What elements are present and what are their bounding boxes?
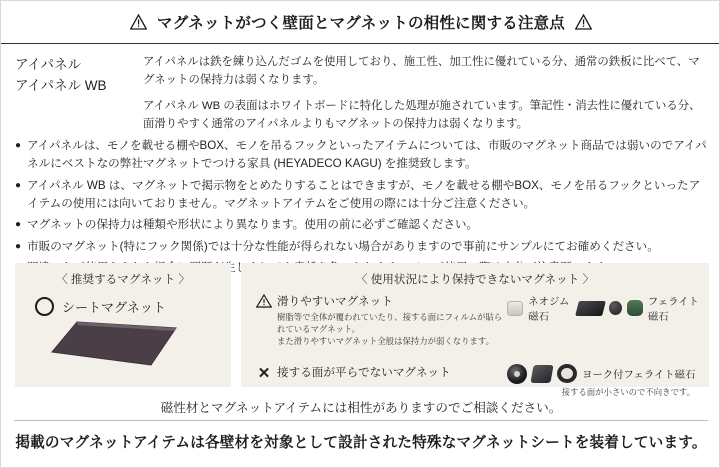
bullet-dot-icon: ●	[15, 219, 22, 231]
uneven-note: 接する面が小さいので不向きです。	[561, 386, 695, 397]
list-item	[15, 238, 709, 256]
warning-triangle-icon	[130, 14, 147, 30]
list-item	[15, 137, 709, 174]
ring-magnet-dark-icon	[507, 364, 527, 384]
green-magnet-icon	[627, 300, 643, 316]
x-mark-icon: ✕	[257, 364, 271, 382]
recommended-panel-title: 〈 推奨するマグネット 〉	[56, 273, 190, 286]
intro-body	[143, 53, 709, 133]
page-footer	[1, 397, 720, 452]
bullet-text: アイパネル WB は、マグネットで掲示物をとめたりすることはできますが、モノを載せる棚やBOX、モノを吊るフックといったアイテムの使用には向いておりません。マグネットアイテムをご使用の際には十分ご注意ください。	[27, 178, 701, 210]
bullet-text: 市販のマグネット(特にフック関係)では十分な性能が得られない場合がありますので事前にサンプルにてお確めください。	[27, 239, 659, 253]
uneven-samples	[507, 364, 699, 384]
slippery-samples	[507, 293, 699, 323]
plate-magnet-icon	[575, 301, 606, 316]
footer-line-1: 磁性材とマグネットアイテムには相性がありますのでご相談ください。	[14, 397, 708, 421]
sheet-magnet-photo	[51, 321, 177, 367]
disc-dark-magnet-icon	[609, 301, 622, 315]
slippery-heading: 滑りやすいマグネット	[277, 295, 393, 308]
bullet-dot-icon: ●	[15, 179, 22, 191]
sample-caption-neodymium: ネオジム磁石	[528, 297, 570, 323]
unsupported-row-uneven	[241, 364, 709, 384]
bullet-text: アイパネルは、モノを載せる棚やBOX、モノを吊るフックといったアイテムについては、市販のマグネット商品では弱いのでアイパネルにベストなの弊社マグネットでつける家具 (HEYADECO KAGU) を推奨致します。	[27, 139, 707, 171]
intro-paragraph-2: アイパネル WB の表面はホワイトボードに特化した処理が施されています。筆記性・消去性に優れている分、面滑りやすく通常のアイパネルよりもマグネットの保持力は弱くなります。	[143, 100, 701, 131]
bullet-dot-icon: ●	[15, 240, 22, 252]
page-title: マグネットがつく壁面とマグネットの相性に関する注意点	[157, 15, 565, 32]
warning-triangle-icon-right	[575, 14, 592, 30]
recommended-magnet-panel	[15, 263, 231, 387]
product-label	[15, 53, 143, 133]
recommended-item	[35, 297, 231, 316]
unsupported-panel-title: 〈 使用状況により保持できないマグネット 〉	[355, 273, 595, 286]
square-magnet-icon	[530, 365, 553, 383]
slippery-text-block	[277, 293, 507, 348]
yoke-ring-magnet-icon	[557, 364, 577, 383]
warning-triangle-icon-small	[251, 293, 277, 308]
uneven-heading: 接する面が平らでないマグネット	[277, 365, 451, 379]
uneven-text-block	[277, 364, 507, 380]
unsupported-magnet-panel	[241, 263, 709, 397]
sample-caption-yoke: ヨーク付フェライト磁石	[582, 370, 696, 382]
bullet-dot-icon: ●	[15, 140, 22, 151]
intro-paragraph-1: アイパネルは鉄を練り込んだゴムを使用しており、施工性、加工性に優れている分、通常の鉄板に比べて、マグネットの保持力は弱くなります。	[143, 56, 700, 87]
product-label-line1: アイパネル	[15, 57, 82, 72]
product-label-line2: アイパネル WB	[15, 77, 107, 93]
footer-line-2: 掲載のマグネットアイテムは各壁材を対象として設計された特殊なマグネットシートを装着しています。	[15, 435, 707, 451]
cylinder-magnet-icon	[507, 301, 523, 316]
bullet-list	[15, 137, 709, 280]
sample-caption-ferrite: フェライト磁石	[647, 297, 699, 323]
list-item	[15, 177, 709, 214]
recommended-item-label: シートマグネット	[62, 300, 166, 315]
panels-section	[15, 263, 709, 397]
intro-section	[15, 53, 709, 133]
unsupported-rows	[241, 293, 709, 398]
ring-magnet-icon	[35, 297, 54, 316]
page-header	[1, 1, 720, 44]
list-item	[15, 216, 709, 234]
bullet-text: マグネットの保持力は種類や形状により異なります。使用の前に必ずご確認ください。	[27, 218, 479, 232]
slippery-note: 樹脂等で全体が覆われていたり、接する面にフィルムが貼られているマグネット。 また滑りやすいマグネット全般は保持力が弱くなります。	[277, 312, 503, 347]
unsupported-row-slippery	[241, 293, 709, 348]
